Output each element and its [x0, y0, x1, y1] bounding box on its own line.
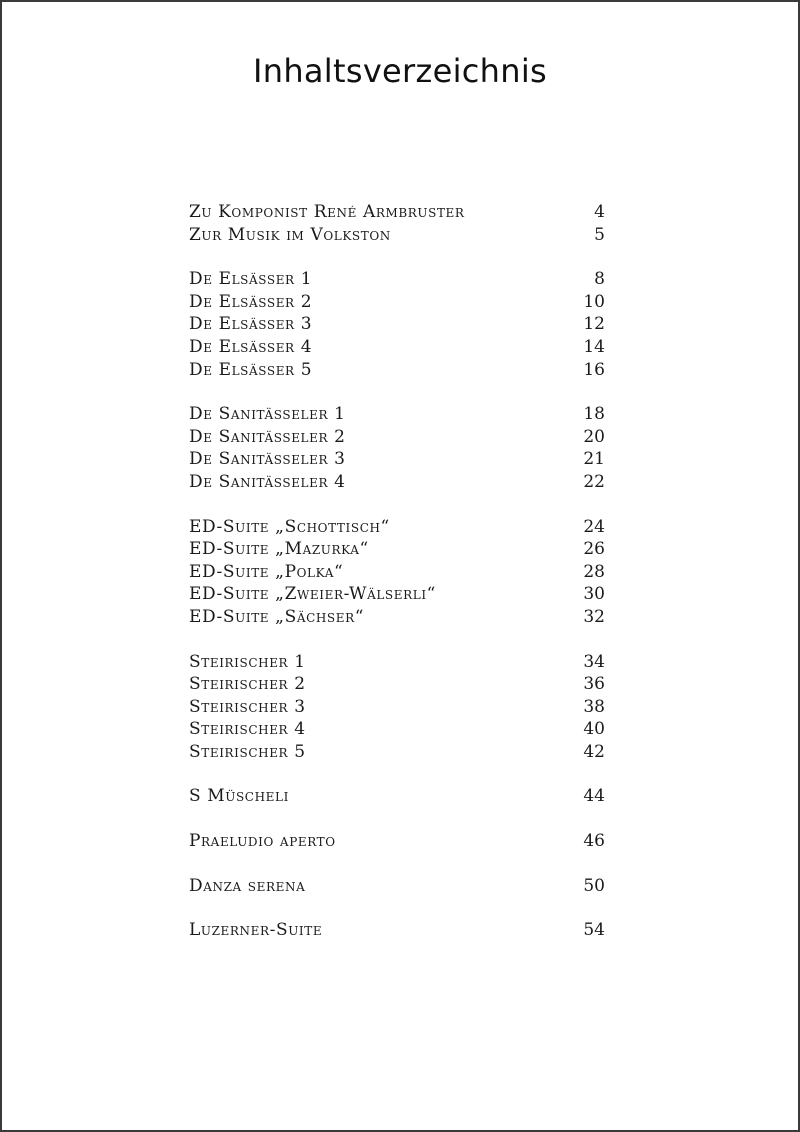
toc-group: [189, 202, 605, 247]
toc-entry: [189, 607, 605, 630]
toc-entry: [189, 472, 605, 495]
toc-entry-page-number: 32: [583, 606, 605, 627]
toc-entry-title: ED-Suite „Schottisch“: [189, 516, 390, 537]
toc-entry-page-number: 14: [583, 336, 605, 357]
toc-entry-title: Praeludio aperto: [189, 831, 336, 852]
toc-entry: [189, 269, 605, 292]
toc-entry: [189, 831, 605, 854]
toc-entry-title: De Elsässer 4: [189, 336, 313, 357]
toc-entry-title: Steirischer 3: [189, 696, 306, 717]
toc-entry-title: Steirischer 2: [189, 674, 306, 695]
toc-entry: [189, 697, 605, 720]
toc-entry-title: Steirischer 1: [189, 651, 306, 672]
toc-group: [189, 517, 605, 630]
toc-group: [189, 920, 605, 943]
toc-entry-page-number: 42: [583, 741, 605, 762]
toc-entry-title: De Elsässer 3: [189, 314, 313, 335]
toc-entry: [189, 337, 605, 360]
toc-group: [189, 404, 605, 494]
toc-entry: [189, 652, 605, 675]
toc-entry-title: ED-Suite „Zweier-Wälserli“: [189, 584, 436, 605]
toc-entry-title: De Sanitässeler 3: [189, 449, 346, 470]
toc-entry: [189, 404, 605, 427]
toc-group: [189, 269, 605, 382]
toc-entry: [189, 449, 605, 472]
toc-entry: [189, 427, 605, 450]
toc-group: [189, 831, 605, 854]
toc-entry: [189, 719, 605, 742]
toc-entry-page-number: 44: [583, 786, 605, 807]
toc-entry-title: ED-Suite „Sächser“: [189, 606, 365, 627]
page-title: Inhaltsverzeichnis: [253, 52, 547, 90]
toc-group: [189, 652, 605, 765]
toc-entry: [189, 920, 605, 943]
toc-entry: [189, 584, 605, 607]
table-of-contents: [189, 202, 605, 965]
toc-entry: [189, 786, 605, 809]
toc-entry-page-number: 8: [594, 269, 605, 290]
toc-entry-page-number: 20: [583, 426, 605, 447]
toc-entry: [189, 292, 605, 315]
toc-entry-page-number: 26: [583, 539, 605, 560]
toc-entry: [189, 876, 605, 899]
toc-entry-page-number: 12: [583, 314, 605, 335]
toc-entry-title: Danza serena: [189, 875, 306, 896]
toc-entry-page-number: 36: [583, 674, 605, 695]
toc-entry-page-number: 30: [583, 584, 605, 605]
toc-entry-title: ED-Suite „Mazurka“: [189, 539, 369, 560]
toc-entry: [189, 225, 605, 248]
toc-entry-page-number: 50: [583, 875, 605, 896]
toc-entry-page-number: 16: [583, 359, 605, 380]
toc-entry-title: De Sanitässeler 2: [189, 426, 346, 447]
toc-entry-page-number: 24: [583, 516, 605, 537]
toc-group: [189, 786, 605, 809]
toc-entry-title: Steirischer 5: [189, 741, 306, 762]
toc-entry-title: S Müscheli: [189, 786, 289, 807]
toc-entry-page-number: 21: [583, 449, 605, 470]
toc-entry-title: De Elsässer 5: [189, 359, 313, 380]
toc-entry-title: Steirischer 4: [189, 719, 306, 740]
toc-entry-page-number: 28: [583, 561, 605, 582]
toc-entry: [189, 674, 605, 697]
toc-entry-page-number: 46: [583, 831, 605, 852]
toc-entry-page-number: 4: [594, 202, 605, 222]
toc-entry: [189, 742, 605, 765]
toc-entry: [189, 360, 605, 383]
toc-entry: [189, 314, 605, 337]
toc-entry-title: De Elsässer 1: [189, 269, 313, 290]
toc-entry-page-number: 18: [583, 404, 605, 425]
toc-entry: [189, 562, 605, 585]
toc-entry: [189, 517, 605, 540]
toc-entry-title: Luzerner-Suite: [189, 920, 323, 941]
toc-entry-page-number: 38: [583, 696, 605, 717]
toc-entry-page-number: 54: [583, 920, 605, 941]
toc-entry: [189, 202, 605, 225]
toc-entry-page-number: 5: [594, 224, 605, 245]
toc-entry-title: De Elsässer 2: [189, 291, 313, 312]
toc-entry-title: ED-Suite „Polka“: [189, 561, 344, 582]
toc-entry-title: Zu Komponist René Armbruster: [189, 202, 465, 222]
toc-entry-title: Zur Musik im Volkston: [189, 224, 391, 245]
toc-group: [189, 876, 605, 899]
toc-entry: [189, 539, 605, 562]
toc-entry-page-number: 22: [583, 471, 605, 492]
toc-entry-page-number: 10: [583, 291, 605, 312]
toc-entry-title: De Sanitässeler 1: [189, 404, 346, 425]
toc-entry-page-number: 34: [583, 651, 605, 672]
toc-entry-page-number: 40: [583, 719, 605, 740]
toc-entry-title: De Sanitässeler 4: [189, 471, 346, 492]
